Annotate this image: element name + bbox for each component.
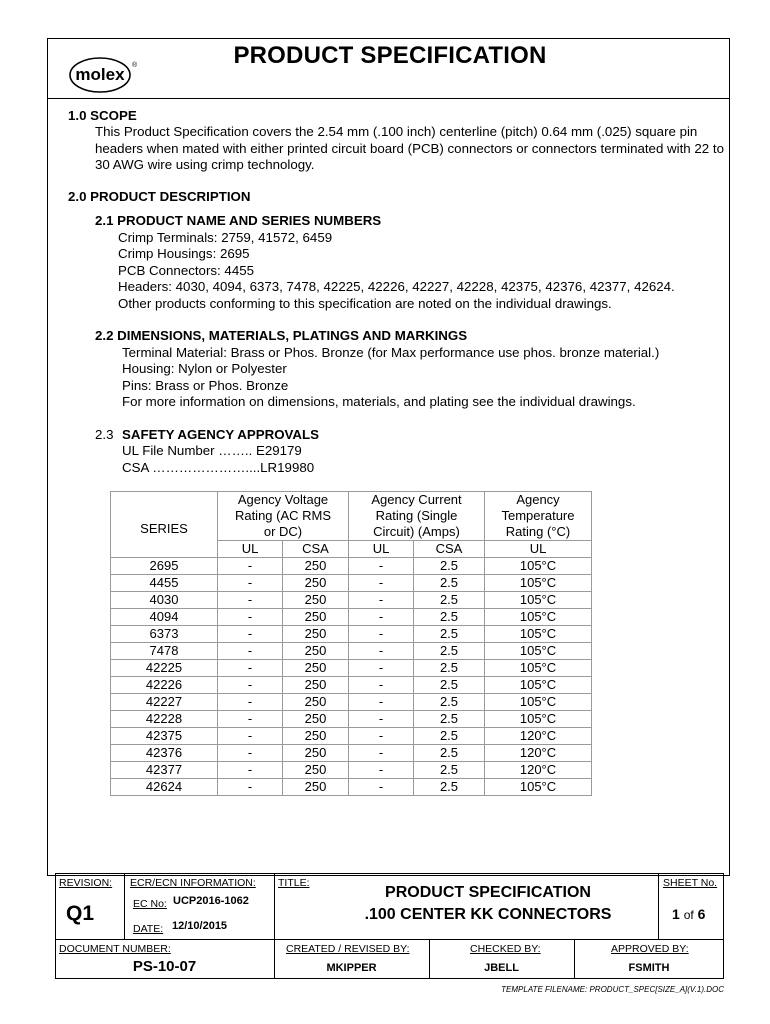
table-cell: - [349,745,414,762]
table-cell: 105°C [485,575,592,592]
table-cell: 2.5 [414,575,485,592]
ul-file-line: UL File Number …….. E29179 [122,443,302,458]
subheader-cell: UL [485,541,592,558]
table-cell: - [349,660,414,677]
table-subheader-row [111,541,592,558]
table-cell: 250 [283,677,349,694]
table-row [111,575,592,592]
table-cell: - [349,558,414,575]
temp-header-line: Agency [516,492,560,507]
table-cell: 42375 [111,728,218,745]
table-cell: 250 [283,660,349,677]
table-cell: 2.5 [414,711,485,728]
table-cell: 2.5 [414,558,485,575]
table-cell: 250 [283,558,349,575]
revision-value: Q1 [66,902,95,925]
table-cell: - [218,609,283,626]
table-cell: - [349,592,414,609]
table-cell: 42624 [111,779,218,796]
logo-text: molex [75,65,125,84]
table-row [111,728,592,745]
terminal-material-line: Terminal Material: Brass or Phos. Bronze (for Max performance use phos. bronze material.) [122,345,660,360]
table-row [111,626,592,643]
table-cell: 2.5 [414,779,485,796]
table-row [111,745,592,762]
table-cell: 250 [283,762,349,779]
voltage-header-line: Agency Voltage [237,492,329,507]
table-row [111,592,592,609]
table-cell: - [349,677,414,694]
table-row [111,660,592,677]
ecr-label: ECR/ECN INFORMATION: [130,877,256,889]
title-line-1: PRODUCT SPECIFICATION [385,884,591,901]
table-cell: - [218,677,283,694]
scope-text: This Product Specification covers the 2.54 mm (.100 inch) centerline (pitch) 0.64 mm (.025) square pin headers when mated with either printed circuit board (PCB) connectors or connectors terminated with 22 to 30 AWG wire using crimp technology. [95,124,724,172]
section-2-2-heading: 2.2 DIMENSIONS, MATERIALS, PLATINGS AND MARKINGS [95,328,468,343]
table-cell: 42226 [111,677,218,694]
table-cell: 105°C [485,643,592,660]
series-header-cell [111,492,218,541]
approved-value: FSMITH [628,962,670,974]
table-cell: - [218,660,283,677]
table-cell: 250 [283,711,349,728]
scope-heading: 1.0 SCOPE [68,108,137,123]
approved-label: APPROVED BY: [611,943,689,955]
table-cell: 42225 [111,660,218,677]
divider [55,939,724,940]
table-cell: - [218,779,283,796]
sheet-number [672,906,705,922]
table-cell: 105°C [485,677,592,694]
date-value: 12/10/2015 [172,920,228,932]
current-header-cell [349,492,485,541]
table-cell: 2.5 [414,745,485,762]
table-cell: - [218,643,283,660]
table-cell: - [218,711,283,728]
other-products-line: Other products conforming to this specification are noted on the individual drawings. [118,296,612,311]
table-cell: - [349,643,414,660]
table-cell: - [349,694,414,711]
table-cell: 2.5 [414,626,485,643]
table-cell: - [218,575,283,592]
table-row [111,609,592,626]
table-cell: 2.5 [414,609,485,626]
table-cell: - [349,728,414,745]
subheader-cell: UL [349,541,414,558]
table-cell: - [218,694,283,711]
table-row [111,762,592,779]
table-row [111,558,592,575]
table-cell: - [218,558,283,575]
section-2-3-heading: SAFETY AGENCY APPROVALS [122,427,320,442]
document-number: PS-10-07 [132,958,197,975]
headers-line: Headers: 4030, 4094, 6373, 7478, 42225, 42226, 42227, 42228, 42375, 42376, 42377, 42624. [118,279,675,294]
table-cell: 250 [283,694,349,711]
table-cell: 4455 [111,575,218,592]
subheader-cell: CSA [283,541,349,558]
description-heading: 2.0 PRODUCT DESCRIPTION [68,189,251,204]
table-cell: 250 [283,779,349,796]
table-row [111,779,592,796]
table-cell: - [349,711,414,728]
table-cell: 42377 [111,762,218,779]
table-cell: 2695 [111,558,218,575]
table-cell: - [349,609,414,626]
table-cell: 4030 [111,592,218,609]
table-cell: - [218,626,283,643]
created-label: CREATED / REVISED BY: [286,943,410,955]
table-row [111,694,592,711]
subheader-cell: UL [218,541,283,558]
checked-label: CHECKED BY: [470,943,541,955]
crimp-terminals-line: Crimp Terminals: 2759, 41572, 6459 [118,230,333,245]
table-row [111,711,592,728]
table-cell: - [218,592,283,609]
sheet-total: 6 [697,906,706,922]
approvals-table [110,491,592,796]
table-cell: 105°C [485,660,592,677]
series-subheader-blank [111,541,218,558]
registered-mark: ® [132,62,138,69]
title-label: TITLE: [278,877,310,889]
temp-header-cell [485,492,592,541]
table-cell: - [218,728,283,745]
template-filename: TEMPLATE FILENAME: PRODUCT_SPEC[SIZE_A](V.1).DOC [501,985,724,994]
table-cell: 120°C [485,728,592,745]
table-cell: 250 [283,592,349,609]
voltage-header-line: Rating (AC RMS [234,508,332,523]
more-info-line: For more information on dimensions, materials, and plating see the individual drawings. [122,394,636,409]
table-cell: 42228 [111,711,218,728]
revision-label: REVISION: [59,877,113,889]
table-cell: 105°C [485,592,592,609]
temp-header-line: Rating (°C) [505,524,571,539]
table-cell: 6373 [111,626,218,643]
table-cell: 7478 [111,643,218,660]
created-value: MKIPPER [326,962,377,974]
csa-line: CSA …………………....LR19980 [122,460,315,475]
voltage-header-cell [218,492,349,541]
temp-header-line: Temperature [501,508,575,523]
date-label: DATE: [133,923,164,935]
section-2-3-number: 2.3 [95,427,114,442]
table-cell: 120°C [485,762,592,779]
table-cell: 2.5 [414,643,485,660]
sheet-label: SHEET No. [663,877,718,889]
table-cell: 250 [283,626,349,643]
table-cell: - [349,575,414,592]
table-row [111,643,592,660]
page-title: PRODUCT SPECIFICATION [233,42,547,69]
ec-no-label: EC No: [133,898,167,910]
table-cell: 42376 [111,745,218,762]
table-body [111,558,592,796]
table-cell: 105°C [485,609,592,626]
table-cell: - [349,762,414,779]
table-cell: 250 [283,643,349,660]
voltage-header-line: or DC) [263,524,303,539]
sheet-of: of [683,908,694,922]
table-cell: 105°C [485,694,592,711]
table-cell: 250 [283,575,349,592]
table-cell: 2.5 [414,762,485,779]
subheader-cell: CSA [414,541,485,558]
pcb-connectors-line: PCB Connectors: 4455 [118,263,255,278]
current-header-line: Agency Current [371,492,462,507]
document-number-label: DOCUMENT NUMBER: [59,943,171,955]
table-cell: 2.5 [414,660,485,677]
crimp-housings-line: Crimp Housings: 2695 [118,246,250,261]
housing-line: Housing: Nylon or Polyester [122,361,287,376]
table-cell: - [218,762,283,779]
table-cell: - [218,745,283,762]
table-cell: 42227 [111,694,218,711]
header-divider [47,98,730,99]
current-header-line: Rating (Single [375,508,458,523]
series-header: SERIES [140,520,188,536]
table-cell: 2.5 [414,694,485,711]
pins-line: Pins: Brass or Phos. Bronze [122,378,289,393]
table-cell: 105°C [485,779,592,796]
table-cell: 250 [283,728,349,745]
table-cell: 105°C [485,558,592,575]
table-cell: 120°C [485,745,592,762]
title-line-2: .100 CENTER KK CONNECTORS [364,906,612,923]
table-row [111,677,592,694]
table-cell: 250 [283,745,349,762]
table-cell: 2.5 [414,728,485,745]
ec-no-value: UCP2016-1062 [173,895,249,907]
table-cell: 250 [283,609,349,626]
molex-logo [66,55,146,95]
table-cell: 2.5 [414,592,485,609]
section-2-1-heading: 2.1 PRODUCT NAME AND SERIES NUMBERS [95,213,382,228]
table-cell: 105°C [485,711,592,728]
current-header-line: Circuit) (Amps) [373,524,460,539]
table-cell: - [349,779,414,796]
table-cell: - [349,626,414,643]
divider [124,873,125,939]
table-cell: 4094 [111,609,218,626]
sheet-current: 1 [672,906,680,922]
checked-value: JBELL [484,962,519,974]
table-cell: 105°C [485,626,592,643]
table-cell: 2.5 [414,677,485,694]
